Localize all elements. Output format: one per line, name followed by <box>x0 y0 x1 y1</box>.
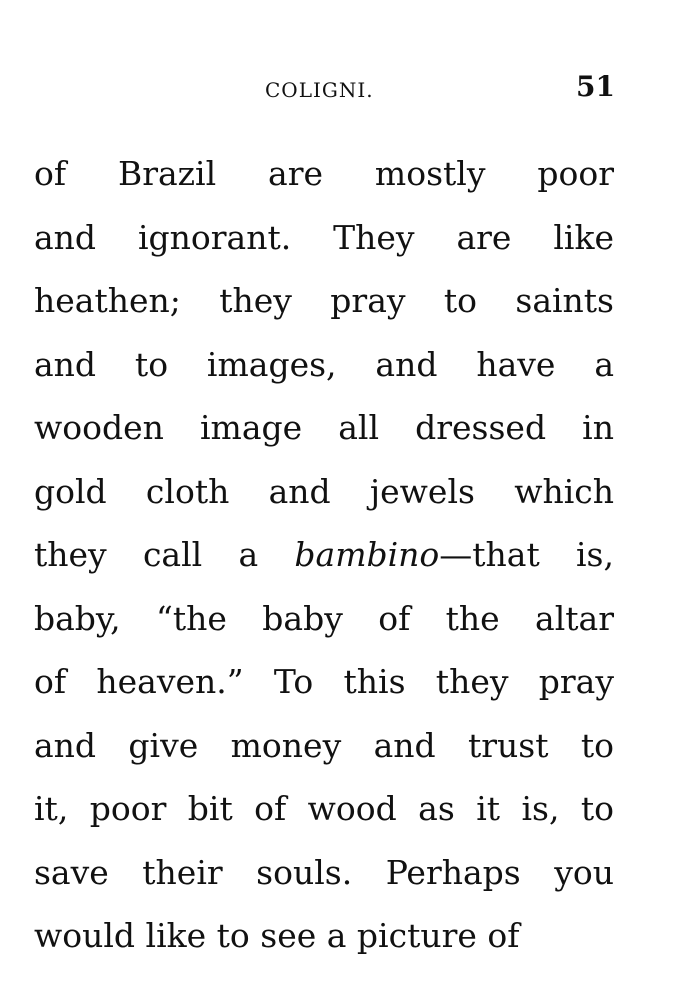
text-segment: they call a <box>34 535 295 574</box>
text-line: and ignorant. They are like <box>34 217 614 257</box>
text-line: baby, “the baby of the altar <box>34 598 614 638</box>
text-line: and to images, and have a <box>34 344 614 384</box>
text-line: save their souls. Perhaps you <box>34 852 614 892</box>
body-text <box>34 142 614 968</box>
text-line: it, poor bit of wood as it is, to <box>34 789 614 828</box>
italic-word: bambino <box>294 535 440 574</box>
text-line: heathen; they pray to saints <box>34 281 614 320</box>
page-number: 51 <box>576 70 615 103</box>
text-line: gold cloth and jewels which <box>34 471 614 511</box>
text-line: wooden image all dressed in <box>34 408 614 447</box>
text-line: and give money and trust to <box>34 725 614 765</box>
text-segment: —that is, <box>439 535 614 574</box>
running-head: COLIGNI. <box>265 78 374 102</box>
text-line: of heaven.” To this they pray <box>34 662 614 701</box>
text-line: would like to see a picture of <box>34 916 520 955</box>
text-line <box>34 523 614 587</box>
text-line: of Brazil are mostly poor <box>34 154 614 193</box>
